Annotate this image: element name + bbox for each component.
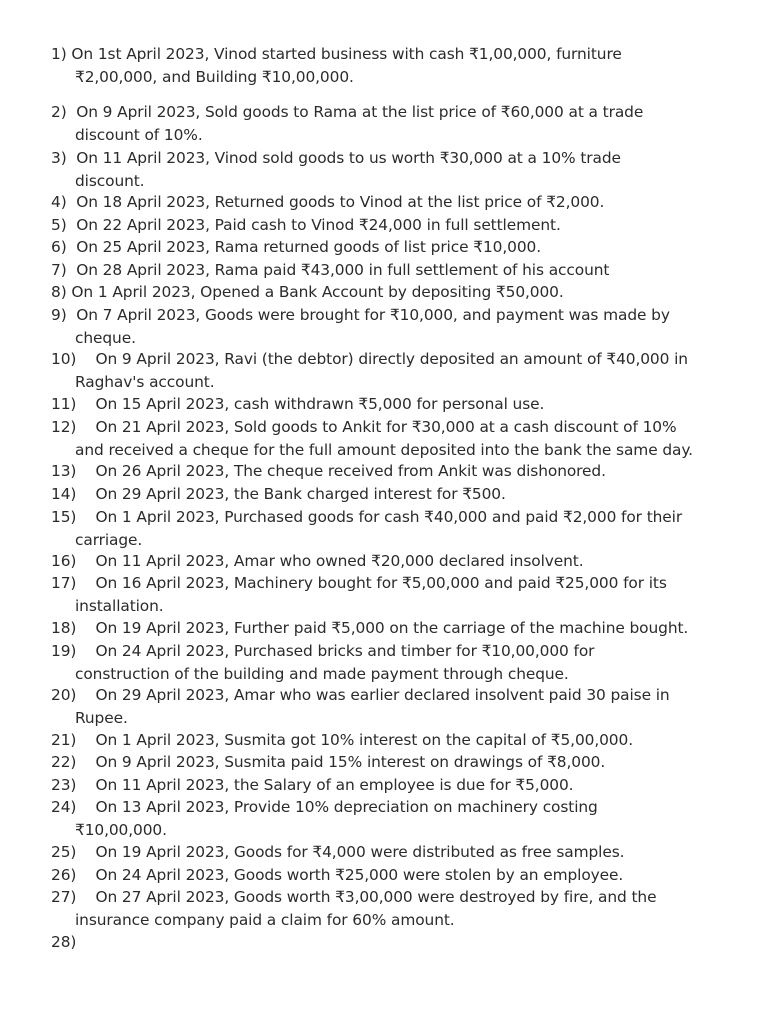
list-item xyxy=(51,886,731,931)
list-item-continuation: carriage. xyxy=(75,530,143,549)
list-item-text: On 19 April 2023, Goods for ₹4,000 were distributed as free samples. xyxy=(95,843,625,861)
list-item-text: On 1st April 2023, Vinod started business with cash ₹1,00,000, furniture xyxy=(71,45,622,63)
list-item-text: On 11 April 2023, Amar who owned ₹20,000 declared insolvent. xyxy=(95,552,584,570)
list-item-number: 8) xyxy=(51,283,67,301)
list-item-text: On 1 April 2023, Susmita got 10% interest on the capital of ₹5,00,000. xyxy=(95,731,633,749)
list-item-line xyxy=(51,348,731,371)
list-item xyxy=(51,684,731,729)
list-item-number: 15) xyxy=(51,508,77,526)
list-item-line xyxy=(51,796,731,819)
list-item-number: 28) xyxy=(51,933,77,951)
list-item-gap xyxy=(76,888,95,906)
list-item-line xyxy=(51,460,731,483)
list-item-gap xyxy=(76,866,95,884)
list-item xyxy=(51,506,731,551)
list-item-line xyxy=(51,259,731,282)
list-item-gap xyxy=(67,261,77,279)
list-item xyxy=(51,214,731,237)
list-item-line xyxy=(51,304,731,327)
list-item-text: On 9 April 2023, Susmita paid 15% interest on drawings of ₹8,000. xyxy=(95,753,606,771)
list-item-number: 25) xyxy=(51,843,77,861)
list-item xyxy=(51,259,731,282)
list-item-number: 10) xyxy=(51,350,77,368)
list-item-gap xyxy=(76,350,95,368)
list-item-line xyxy=(51,550,731,573)
list-item-line xyxy=(51,393,731,416)
list-item-line xyxy=(51,214,731,237)
list-item xyxy=(51,640,731,685)
list-item-continuation: ₹2,00,000, and Building ₹10,00,000. xyxy=(75,67,354,86)
list-item-gap xyxy=(76,552,95,570)
list-item-continuation: installation. xyxy=(75,596,164,615)
list-item-number: 3) xyxy=(51,149,67,167)
list-item-line xyxy=(51,684,731,707)
list-item-text: On 15 April 2023, cash withdrawn ₹5,000 for personal use. xyxy=(95,395,545,413)
list-item-gap xyxy=(76,418,95,436)
list-item-gap xyxy=(76,843,95,861)
list-item-gap xyxy=(76,731,95,749)
list-item-number: 16) xyxy=(51,552,77,570)
list-item-line xyxy=(51,617,731,640)
list-item-text: On 18 April 2023, Returned goods to Vinod at the list price of ₹2,000. xyxy=(76,193,605,211)
list-item-number: 26) xyxy=(51,866,77,884)
list-item xyxy=(51,617,731,640)
list-item-number: 9) xyxy=(51,306,67,324)
list-item-number: 24) xyxy=(51,798,77,816)
list-item-text: On 7 April 2023, Goods were brought for ₹10,000, and payment was made by xyxy=(76,306,670,324)
list-item xyxy=(51,281,731,304)
list-item-gap xyxy=(76,776,95,794)
list-item-continuation: construction of the building and made payment through cheque. xyxy=(75,664,569,683)
list-item-line xyxy=(51,572,731,595)
list-item-continuation: discount of 10%. xyxy=(75,125,203,144)
list-item-text: On 11 April 2023, the Salary of an employee is due for ₹5,000. xyxy=(95,776,574,794)
list-item-gap xyxy=(76,508,95,526)
list-item-gap xyxy=(67,238,77,256)
list-item-number: 21) xyxy=(51,731,77,749)
list-item-number: 14) xyxy=(51,485,77,503)
list-item xyxy=(51,729,731,752)
list-item-text: On 26 April 2023, The cheque received from Ankit was dishonored. xyxy=(95,462,606,480)
list-item-line xyxy=(51,147,731,170)
list-item-line xyxy=(51,483,731,506)
list-item-gap xyxy=(67,306,77,324)
list-item-gap xyxy=(76,753,95,771)
list-item-line xyxy=(51,281,731,304)
list-item-text: On 1 April 2023, Purchased goods for cash ₹40,000 and paid ₹2,000 for their xyxy=(95,508,683,526)
list-item xyxy=(51,483,731,506)
list-item-continuation: and received a cheque for the full amount deposited into the bank the same day. xyxy=(75,440,693,459)
list-item-continuation: ₹10,00,000. xyxy=(75,820,167,839)
list-item-number: 5) xyxy=(51,216,67,234)
list-item-number: 17) xyxy=(51,574,77,592)
list-item-number: 4) xyxy=(51,193,67,211)
list-item-line xyxy=(51,886,731,909)
list-item-text: On 19 April 2023, Further paid ₹5,000 on the carriage of the machine bought. xyxy=(95,619,689,637)
list-item-line xyxy=(51,729,731,752)
list-item-gap xyxy=(76,798,95,816)
list-item xyxy=(51,416,731,461)
list-item-text: On 16 April 2023, Machinery bought for ₹5,00,000 and paid ₹25,000 for its xyxy=(95,574,667,592)
list-item-line xyxy=(51,416,731,439)
list-item xyxy=(51,348,731,393)
list-item-gap xyxy=(76,619,95,637)
list-item xyxy=(51,393,731,416)
list-item xyxy=(51,774,731,797)
list-item-number: 23) xyxy=(51,776,77,794)
list-item-line xyxy=(51,864,731,887)
list-item-number: 20) xyxy=(51,686,77,704)
list-item-number: 6) xyxy=(51,238,67,256)
list-item-gap xyxy=(76,462,95,480)
list-item-number: 11) xyxy=(51,395,77,413)
list-item xyxy=(51,931,731,954)
list-item-text: On 22 April 2023, Paid cash to Vinod ₹24,000 in full settlement. xyxy=(76,216,561,234)
list-item-gap xyxy=(67,149,77,167)
list-item-text: On 9 April 2023, Ravi (the debtor) directly deposited an amount of ₹40,000 in xyxy=(95,350,688,368)
list-item-line xyxy=(51,191,731,214)
list-item xyxy=(51,841,731,864)
list-item-continuation: insurance company paid a claim for 60% amount. xyxy=(75,910,455,929)
list-item-line xyxy=(51,506,731,529)
list-item-line xyxy=(51,101,731,124)
list-item-line xyxy=(51,236,731,259)
list-item-text: On 27 April 2023, Goods worth ₹3,00,000 were destroyed by fire, and the xyxy=(95,888,657,906)
list-item-continuation: discount. xyxy=(75,171,145,190)
list-item-continuation: Rupee. xyxy=(75,708,128,727)
list-item-text: On 1 April 2023, Opened a Bank Account by depositing ₹50,000. xyxy=(71,283,564,301)
list-item-line xyxy=(51,751,731,774)
list-item xyxy=(51,147,731,192)
list-item-line xyxy=(51,640,731,663)
list-item-text: On 21 April 2023, Sold goods to Ankit for ₹30,000 at a cash discount of 10% xyxy=(95,418,677,436)
list-item xyxy=(51,864,731,887)
list-item-gap xyxy=(67,216,77,234)
list-item-text: On 29 April 2023, the Bank charged interest for ₹500. xyxy=(95,485,506,503)
list-item-number: 13) xyxy=(51,462,77,480)
list-item-line xyxy=(51,774,731,797)
list-item xyxy=(51,460,731,483)
list-item-number: 19) xyxy=(51,642,77,660)
list-item-line xyxy=(51,931,731,954)
list-item xyxy=(51,43,731,88)
list-item xyxy=(51,796,731,841)
list-item-text: On 29 April 2023, Amar who was earlier declared insolvent paid 30 paise in xyxy=(95,686,670,704)
list-item xyxy=(51,101,731,146)
list-item-continuation: Raghav's account. xyxy=(75,372,215,391)
list-item-line xyxy=(51,841,731,864)
list-item xyxy=(51,236,731,259)
list-item-gap xyxy=(76,574,95,592)
list-item-text: On 25 April 2023, Rama returned goods of list price ₹10,000. xyxy=(76,238,541,256)
list-item xyxy=(51,572,731,617)
list-item xyxy=(51,191,731,214)
list-item-number: 7) xyxy=(51,261,67,279)
list-item-line xyxy=(51,43,731,66)
list-item-gap xyxy=(76,686,95,704)
list-item-text: On 24 April 2023, Goods worth ₹25,000 were stolen by an employee. xyxy=(95,866,624,884)
list-item xyxy=(51,304,731,349)
list-item-text: On 11 April 2023, Vinod sold goods to us worth ₹30,000 at a 10% trade xyxy=(76,149,621,167)
list-item xyxy=(51,550,731,573)
list-item xyxy=(51,751,731,774)
list-item-number: 22) xyxy=(51,753,77,771)
list-item-number: 2) xyxy=(51,103,67,121)
list-item-gap xyxy=(76,642,95,660)
list-item-text: On 28 April 2023, Rama paid ₹43,000 in full settlement of his account xyxy=(76,261,610,279)
list-item-number: 18) xyxy=(51,619,77,637)
list-item-gap xyxy=(76,395,95,413)
list-item-gap xyxy=(67,193,77,211)
list-item-text: On 24 April 2023, Purchased bricks and timber for ₹10,00,000 for xyxy=(95,642,595,660)
list-item-number: 1) xyxy=(51,45,67,63)
list-item-gap xyxy=(67,103,77,121)
list-item-number: 27) xyxy=(51,888,77,906)
list-item-text: On 13 April 2023, Provide 10% depreciation on machinery costing xyxy=(95,798,598,816)
list-item-text: On 9 April 2023, Sold goods to Rama at the list price of ₹60,000 at a trade xyxy=(76,103,644,121)
list-item-continuation: cheque. xyxy=(75,328,136,347)
list-item-number: 12) xyxy=(51,418,77,436)
list-item-gap xyxy=(76,485,95,503)
